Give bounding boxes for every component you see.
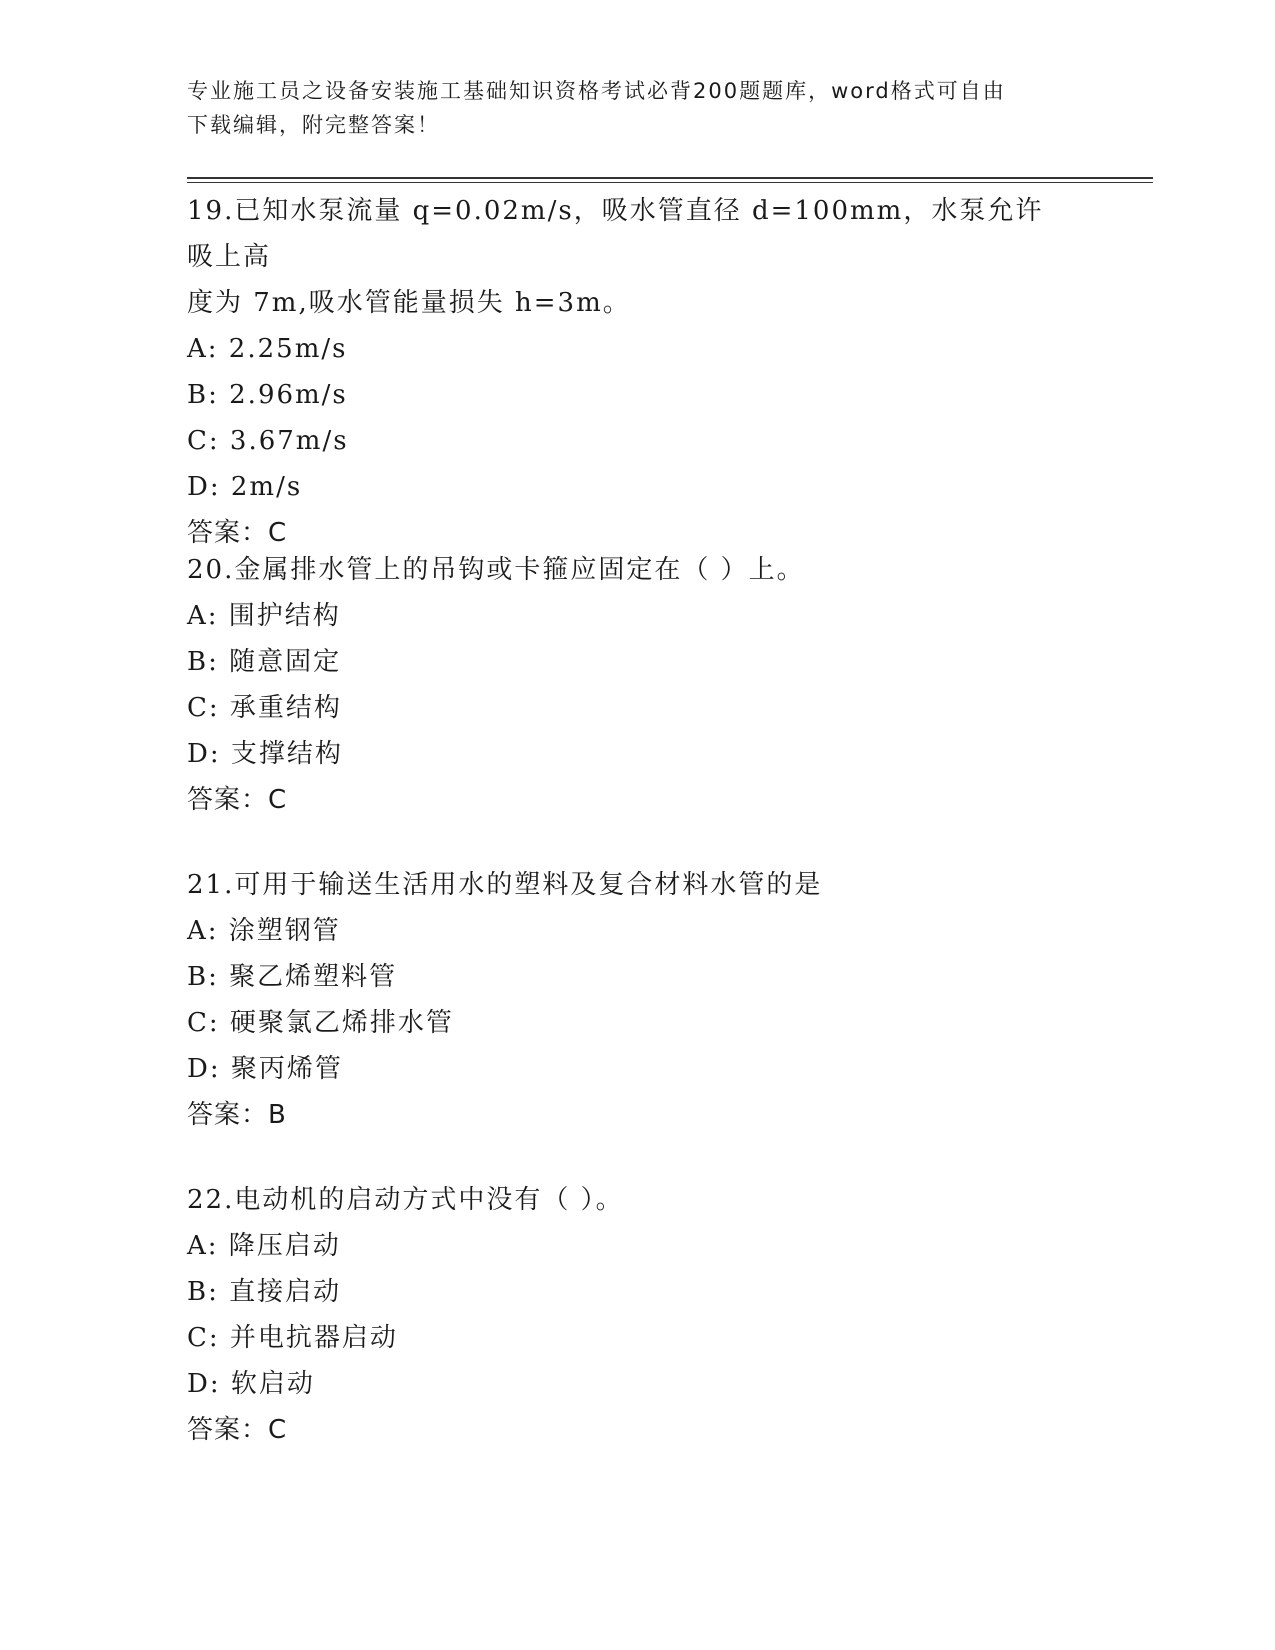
question-19-option-a: A: 2.25m/s — [187, 334, 348, 364]
question-22-option-c: C: 并电抗器启动 — [187, 1323, 398, 1353]
question-19-text — [187, 188, 1067, 326]
question-19-option-c: C: 3.67m/s — [187, 426, 349, 456]
question-22 — [187, 1177, 1067, 1453]
question-22-option-a: A: 降压启动 — [187, 1231, 341, 1261]
question-21-option-c: C: 硬聚氯乙烯排水管 — [187, 1008, 454, 1038]
question-21-answer: 答案：B — [187, 1100, 287, 1130]
document-header — [187, 74, 1067, 142]
header-line-2: 下载编辑，附完整答案！ — [187, 113, 440, 137]
question-20-option-d: D: 支撑结构 — [187, 739, 343, 769]
question-19-text-line-2: 度为 7m,吸水管能量损失 h=3m。 — [187, 288, 631, 318]
question-22-text: 22.电动机的启动方式中没有（ ）。 — [187, 1185, 624, 1215]
header-divider-thick — [187, 177, 1153, 179]
question-20-option-c: C: 承重结构 — [187, 693, 342, 723]
question-20 — [187, 547, 1067, 823]
question-22-option-d: D: 软启动 — [187, 1369, 315, 1399]
question-21 — [187, 862, 1067, 1138]
question-22-answer: 答案：C — [187, 1415, 288, 1445]
question-19-answer: 答案：C — [187, 518, 288, 548]
question-20-option-a: A: 围护结构 — [187, 601, 341, 631]
question-21-text: 21.可用于输送生活用水的塑料及复合材料水管的是 — [187, 870, 823, 900]
question-22-option-b: B: 直接启动 — [187, 1277, 342, 1307]
header-divider-thin — [187, 182, 1153, 183]
question-19-option-b: B: 2.96m/s — [187, 380, 348, 410]
question-20-answer: 答案：C — [187, 785, 288, 815]
question-20-text: 20.金属排水管上的吊钩或卡箍应固定在（ ）上。 — [187, 555, 805, 585]
question-19-text-line-1: 19.已知水泵流量 q=0.02m/s，吸水管直径 d=100mm，水泵允许吸上高 — [187, 196, 1044, 272]
header-line-1: 专业施工员之设备安装施工基础知识资格考试必背200题题库，word格式可自由 — [187, 79, 1006, 103]
question-19 — [187, 188, 1067, 556]
question-20-option-b: B: 随意固定 — [187, 647, 342, 677]
question-21-option-d: D: 聚丙烯管 — [187, 1054, 343, 1084]
question-21-option-b: B: 聚乙烯塑料管 — [187, 962, 398, 992]
question-19-option-d: D: 2m/s — [187, 472, 303, 502]
question-21-option-a: A: 涂塑钢管 — [187, 916, 341, 946]
